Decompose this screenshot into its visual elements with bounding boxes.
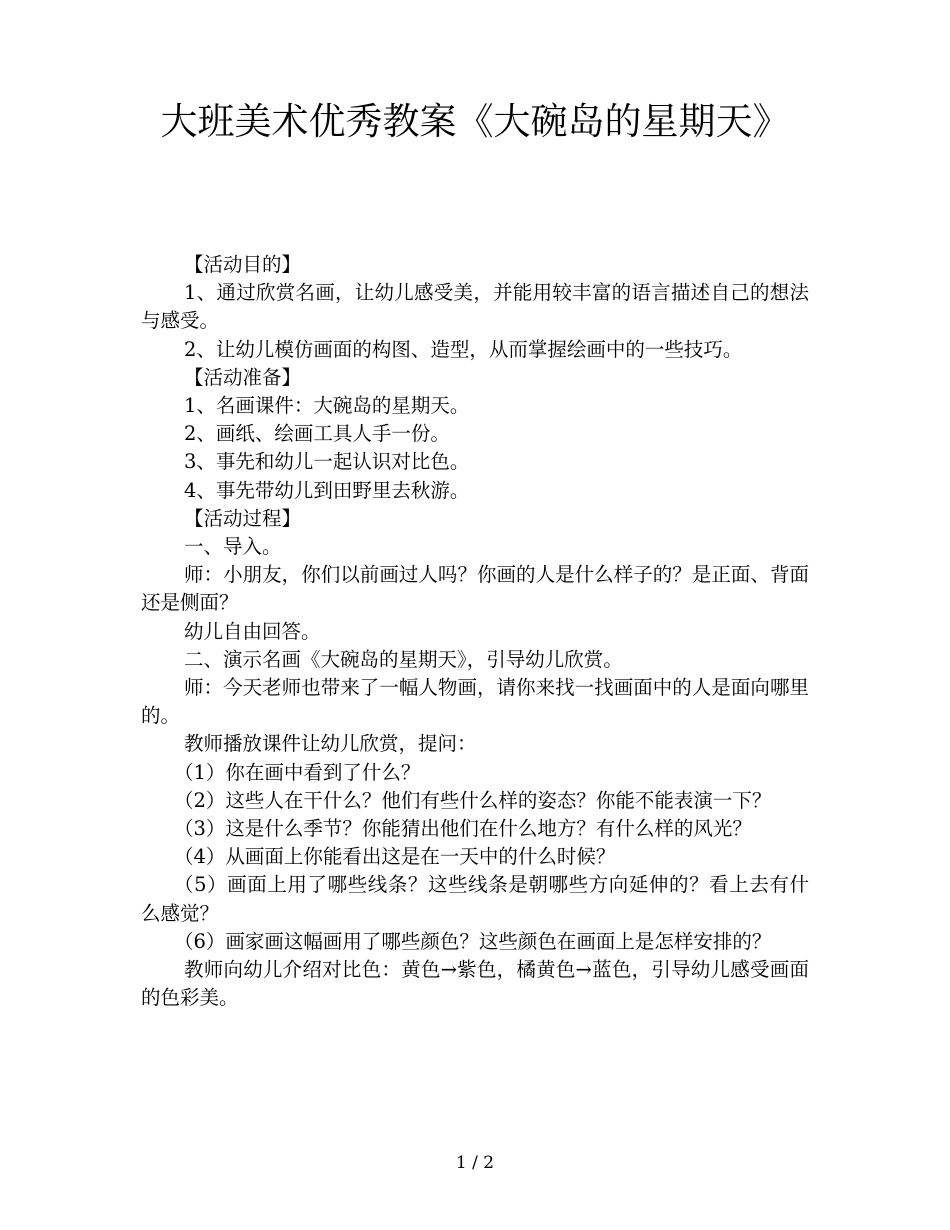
- question-item: （6）画家画这幅画用了哪些颜色？这些颜色在画面上是怎样安排的？: [174, 929, 772, 953]
- paragraph: 4、事先带幼儿到田野里去秋游。: [184, 478, 470, 502]
- paragraph: 教师向幼儿介绍对比色：黄色→紫色，橘黄色→蓝色，引导幼儿感受画面的色彩美。: [141, 958, 809, 1010]
- question-item: （4）从画面上你能看出这是在一天中的什么时候？: [174, 845, 616, 869]
- paragraph: 2、让幼儿模仿画面的构图、造型，从而掌握绘画中的一些技巧。: [184, 337, 743, 361]
- paragraph: 教师播放课件让幼儿欣赏，提问：: [184, 732, 477, 756]
- paragraph: 1、通过欣赏名画，让幼儿感受美，并能用较丰富的语言描述自己的想法与感受。: [141, 281, 809, 333]
- question-item: （3）这是什么季节？你能猜出他们在什么地方？有什么样的风光？: [174, 817, 752, 841]
- paragraph: 师：今天老师也带来了一幅人物画，请你来找一找画面中的人是面向哪里的。: [141, 676, 809, 728]
- paragraph: 幼儿自由回答。: [184, 619, 321, 643]
- paragraph: 3、事先和幼儿一起认识对比色。: [184, 450, 470, 474]
- paragraph: 师：小朋友，你们以前画过人吗？你画的人是什么样子的？是正面、背面还是侧面？: [141, 563, 809, 615]
- page-title: 大班美术优秀教案《大碗岛的星期天》: [160, 100, 790, 143]
- paragraph: 二、演示名画《大碗岛的星期天》，引导幼儿欣赏。: [184, 647, 623, 671]
- document-body: [141, 251, 809, 1012]
- page-number: 1 / 2: [455, 1153, 495, 1173]
- paragraph: 2、画纸、绘画工具人手一份。: [184, 422, 450, 446]
- paragraph: 一、导入。: [184, 535, 282, 559]
- section-heading-objectives: 【活动目的】: [184, 253, 302, 276]
- section-heading-preparation: 【活动准备】: [184, 365, 302, 389]
- section-heading-process: 【活动过程】: [184, 506, 302, 530]
- question-item: （2）这些人在干什么？他们有些什么样的姿态？你能不能表演一下？: [174, 788, 772, 812]
- question-item: （5）画面上用了哪些线条？这些线条是朝哪些方向延伸的？看上去有什么感觉？: [141, 873, 809, 925]
- question-item: （1）你在画中看到了什么？: [174, 760, 421, 784]
- paragraph: 1、名画课件：大碗岛的星期天。: [184, 394, 470, 418]
